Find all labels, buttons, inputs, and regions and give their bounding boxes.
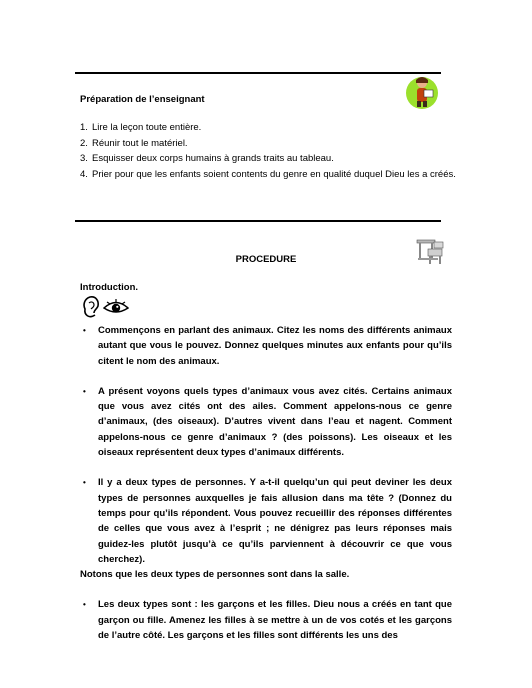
bullet-text: Il y a deux types de personnes. Y a-t-il quelqu’un qui peut deviner les deux types de personnes auxquelles je fais allusion dans ma tête ? (Donnez du temps pour qu’ils répondent. Vous pouvez recueillir des réponses différentes de celles que vous avez à l’esprit ; ne dénigrez pas leurs réponses mais guidez-les plutôt jusqu’à ce qu’ils parviennent à découvrir ce que vous cherchez).: [98, 477, 452, 565]
item-number: 1.: [80, 122, 88, 133]
middle-rule: [75, 220, 441, 222]
prep-list: [80, 120, 460, 182]
item-number: 4.: [80, 168, 88, 180]
list-item: [80, 597, 452, 643]
list-item: [80, 120, 460, 136]
list-item: [80, 323, 452, 369]
bullet-marker: •: [83, 386, 86, 396]
bullet-marker: •: [83, 600, 86, 610]
bullet-text: Les deux types sont : les garçons et les filles. Dieu nous a créés en tant que garçon ou fille. Amenez les filles à se mettre à un de vos cotés et les garçons de l’autre côté. Les garçons et les filles sont différents les uns des: [98, 599, 452, 642]
intro-heading: Introduction.: [80, 282, 139, 293]
bullet-marker: •: [83, 326, 86, 335]
list-item: [80, 475, 452, 567]
procedure-title: PROCEDURE: [235, 254, 297, 265]
item-text: Réunir tout le matériel.: [92, 137, 188, 149]
procedure-body: [80, 323, 452, 643]
prep-title: Préparation de l’enseignant: [80, 94, 205, 105]
list-item: [80, 151, 460, 167]
list-item: [80, 167, 460, 183]
list-item: [80, 136, 460, 152]
top-rule: [75, 72, 441, 74]
bullet-marker: •: [83, 478, 86, 488]
ear-icon: [81, 295, 101, 319]
item-number: 3.: [80, 153, 88, 164]
item-text: Prier pour que les enfants soient contents du genre en qualité duquel Dieu les a créés.: [92, 168, 456, 180]
eye-icon: [103, 298, 129, 316]
item-number: 2.: [80, 137, 88, 149]
item-text: Lire la leçon toute entière.: [92, 122, 202, 133]
bullet-text: A présent voyons quels types d’animaux vous avez cités. Certains animaux que vous avez cités ont des ailes. Comment appelons-nous ce genre d’animaux, (des oiseaux). D’autres vivent dans l’eau et nagent. Comment appelons-nous ce genre d’animaux ? (des poissons). Les oiseaux et les oiseaux représentent deux types d’animaux différents.: [98, 385, 452, 459]
item-text: Esquisser deux corps humains à grands traits au tableau.: [92, 153, 334, 164]
note-line: Notons que les deux types de personnes sont dans la salle.: [80, 569, 350, 581]
reading-person-icon: [404, 74, 442, 110]
list-item: [80, 384, 452, 460]
bullet-text: Commençons en parlant des animaux. Citez les noms des différents animaux autant que vous le pouvez. Donnez quelques minutes aux enfants pour qu’ils citent le nom des animaux.: [98, 325, 452, 367]
